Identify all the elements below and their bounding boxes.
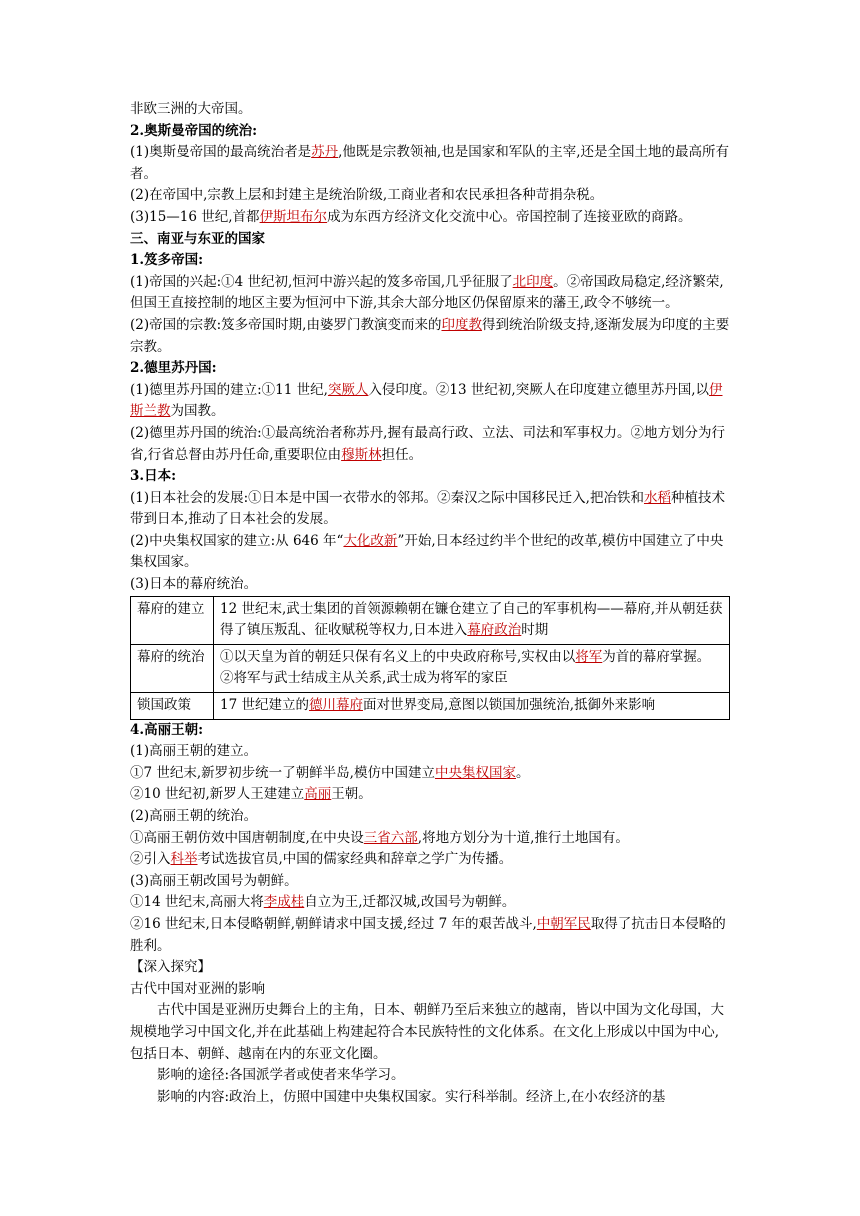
table-cell-value: ①以天皇为首的朝廷只保有名义上的中央政府称号,实权由以将军为首的幕府掌握。②将军与武士结成主从关系,武士成为将军的家臣 [214, 644, 730, 692]
paragraph: (3)日本的幕府统治。 [130, 576, 258, 593]
highlight-term: 穆斯林 [341, 446, 382, 463]
paragraph: ②引入科举考试选拔官员,中国的儒家经典和辞章之学广为传播。 [130, 851, 513, 868]
highlight-term: 幕府政治 [467, 622, 522, 639]
highlight-term: 苏丹 [311, 144, 339, 161]
paragraph: (1)奥斯曼帝国的最高统治者是苏丹,他既是宗教领袖,也是国家和军队的主宰,还是全国土地的最高所有者。 [130, 144, 729, 182]
table-cell-key: 幕府的建立 [131, 596, 214, 644]
paragraph: ②10 世纪初,新罗人王建建立高丽王朝。 [130, 786, 372, 803]
paragraph: 影响的途径:各国派学者或使者来华学习。 [157, 1067, 405, 1084]
paragraph: ①高丽王朝仿效中国唐朝制度,在中央设三省六部,将地方划分为十道,推行土地国有。 [130, 829, 629, 846]
paragraph: (1)日本社会的发展:①日本是中国一衣带水的邻邦。②秦汉之际中国移民迁入,把冶铁和水稻种植技术带到日本,推动了日本社会的发展。 [130, 489, 725, 528]
paragraph: (2)帝国的宗教:笈多帝国时期,由婆罗门教演变而来的印度教得到统治阶级支持,逐渐发展为印度的主要宗教。 [130, 316, 730, 355]
paragraph: ①7 世纪末,新罗初步统一了朝鲜半岛,模仿中国建立中央集权国家。 [130, 764, 530, 781]
paragraph: 影响的内容:政治上，仿照中国建中央集权国家。实行科举制。经济上,在小农经济的基 [157, 1088, 666, 1105]
paragraph: (3)15—16 世纪,首都伊斯坦布尔成为东西方经济文化交流中心。帝国控制了连接亚欧的商路。 [130, 208, 692, 225]
paragraph: 古代中国是亚洲历史舞台上的主角，日本、朝鲜乃至后来独立的越南，皆以中国为文化母国，大规模地学习中国文化,并在此基础上构建起符合本民族特性的文化体系。在文化上形成以中国为中心,包括日本、朝鲜、越南在内的东亚文化圈。 [130, 1002, 724, 1062]
table-row [131, 596, 730, 644]
highlight-term: 科举 [170, 851, 198, 868]
paragraph: (1)德里苏丹国的建立:①11 世纪,突厥人入侵印度。②13 世纪初,突厥人在印度建立德里苏丹国,以伊斯兰教为国教。 [130, 381, 723, 420]
table-cell-key: 幕府的统治 [131, 644, 214, 692]
table-row [131, 644, 730, 692]
highlight-term: 将军 [575, 648, 603, 665]
heading-delhi: 2.德里苏丹国: [130, 360, 217, 377]
table-cell-value: 17 世纪建立的德川幕府面对世界变局,意图以锁国加强统治,抵御外来影响 [214, 693, 730, 720]
heading-japan: 3.日本: [130, 468, 177, 485]
shogunate-table [130, 596, 730, 720]
paragraph: (3)高丽王朝改国号为朝鲜。 [130, 872, 298, 889]
highlight-term: 北印度 [512, 273, 554, 290]
heading-gupta: 1.笈多帝国: [130, 252, 204, 269]
table-cell-key: 锁国政策 [131, 693, 214, 720]
highlight-term: 三省六部 [363, 829, 418, 846]
paragraph: (2)在帝国中,宗教上层和封建主是统治阶级,工商业者和农民承担各种苛捐杂税。 [130, 187, 604, 204]
highlight-term: 李成桂 [263, 894, 305, 911]
explore-heading: 【深入探究】 [130, 959, 211, 976]
heading-goryeo: 4.高丽王朝: [130, 721, 204, 738]
highlight-term: 水稻 [643, 489, 671, 506]
paragraph: (1)高丽王朝的建立。 [130, 743, 258, 760]
highlight-term: 中朝军民 [536, 915, 591, 932]
highlight-term: 伊斯坦布尔 [259, 208, 328, 225]
explore-title: 古代中国对亚洲的影响 [130, 980, 265, 997]
highlight-term: 中央集权国家 [434, 764, 516, 781]
highlight-term: 印度教 [441, 316, 482, 333]
document-page [130, 99, 730, 1108]
paragraph: ①14 世纪末,高丽大将李成桂自立为王,迁都汉城,改国号为朝鲜。 [130, 894, 516, 911]
heading-ottoman-rule: 2.奥斯曼帝国的统治: [130, 122, 258, 139]
paragraph: (2)中央集权国家的建立:从 646 年“大化改新”开始,日本经过约半个世纪的改革,模仿中国建立了中央集权国家。 [130, 532, 724, 571]
highlight-term: 高丽 [304, 786, 332, 803]
highlight-term: 突厥人 [327, 381, 369, 398]
paragraph: ②16 世纪末,日本侵略朝鲜,朝鲜请求中国支援,经过 7 年的艰苦战斗,中朝军民取得了抗击日本侵略的胜利。 [130, 915, 726, 954]
paragraph: (2)德里苏丹国的统治:①最高统治者称苏丹,握有最高行政、立法、司法和军事权力。②地方划分为行省,行省总督由苏丹任命,重要职位由穆斯林担任。 [130, 424, 725, 463]
paragraph: (1)帝国的兴起:①4 世纪初,恒河中游兴起的笈多帝国,几乎征服了北印度。②帝国政局稳定,经济繁荣,但国王直接控制的地区主要为恒河中下游,其余大部分地区仍保留原来的藩王,政令不够统一。 [130, 273, 724, 312]
highlight-term: 德川幕府 [308, 697, 363, 714]
table-cell-value: 12 世纪末,武士集团的首领源赖朝在镰仓建立了自己的军事机构——幕府,并从朝廷获得了镇压叛乱、征收赋税等权力,日本进入幕府政治时期 [214, 596, 730, 644]
section-heading: 三、南亚与东亚的国家 [130, 230, 265, 247]
highlight-term: 大化改新 [343, 532, 398, 549]
paragraph: (2)高丽王朝的统治。 [130, 808, 258, 824]
text-line: 非欧三洲的大帝国。 [130, 101, 252, 117]
table-row [131, 693, 730, 720]
highlight-term: 伊斯兰教 [130, 381, 723, 420]
